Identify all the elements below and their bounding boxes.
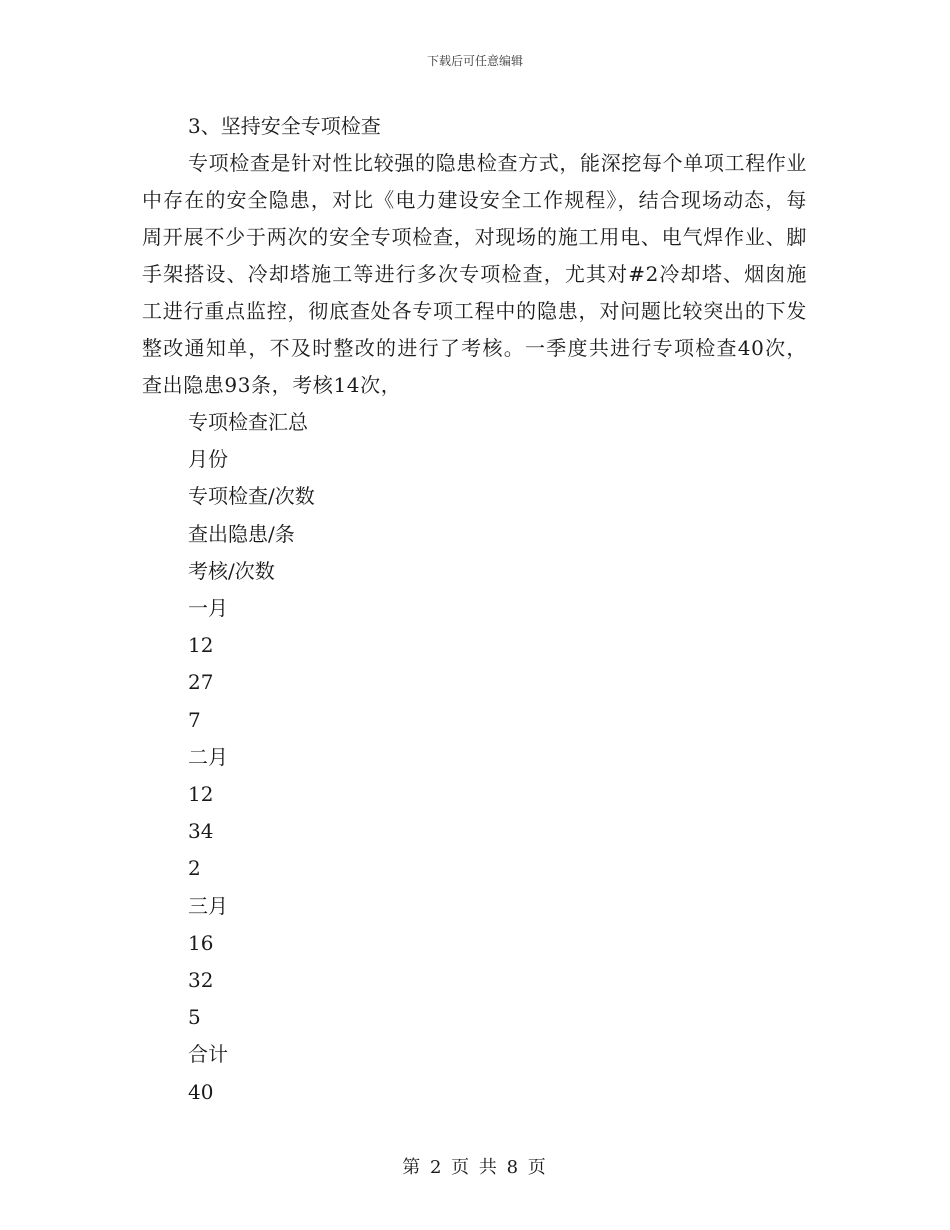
table-header-hazards: 查出隐患/条 bbox=[188, 521, 295, 546]
table-cell-inspections: 12 bbox=[188, 633, 214, 658]
section-title: 3、坚持安全专项检查 bbox=[188, 114, 381, 138]
table-cell-month: 三月 bbox=[188, 893, 228, 918]
table-cell-month: 一月 bbox=[188, 596, 228, 621]
summary-table-lines bbox=[142, 404, 807, 1111]
table-cell-assessments: 2 bbox=[188, 856, 201, 881]
page-header: 下载后可任意编辑 bbox=[426, 54, 523, 68]
table-cell-inspections: 16 bbox=[188, 930, 214, 955]
table-title: 专项检查汇总 bbox=[188, 410, 308, 434]
table-cell-assessments: 7 bbox=[188, 707, 201, 732]
table-header-assessments: 考核/次数 bbox=[188, 558, 275, 583]
table-cell-month: 二月 bbox=[188, 744, 228, 769]
table-cell-hazards: 32 bbox=[188, 968, 214, 993]
table-cell-month: 合计 bbox=[188, 1042, 228, 1067]
table-cell-inspections: 12 bbox=[188, 782, 214, 807]
table-cell-hazards: 34 bbox=[188, 819, 214, 844]
section-paragraph: 专项检查是针对性比较强的隐患检查方式，能深挖每个单项工程作业中存在的安全隐患，对比《电力建设安全工作规程》，结合现场动态，每周开展不少于两次的安全专项检查，对现场的施工用电、电气焊作业、脚手架搭设、冷却塔施工等进行多次专项检查，尤其对#2冷却塔、烟囱施工进行重点监控，彻底查处各专项工程中的隐患，对问题比较突出的下发整改通知单，不及时整改的进行了考核。一季度共进行专项检查40次，查出隐患93条，考核14次， bbox=[142, 151, 807, 397]
document-body bbox=[142, 108, 807, 1111]
page-footer: 第 2 页 共 8 页 bbox=[402, 1157, 548, 1178]
table-cell-inspections: 40 bbox=[188, 1079, 214, 1104]
table-cell-hazards: 27 bbox=[188, 670, 214, 695]
table-header-month: 月份 bbox=[188, 447, 228, 472]
table-cell-assessments: 5 bbox=[188, 1005, 201, 1030]
table-header-inspections: 专项检查/次数 bbox=[188, 484, 315, 509]
